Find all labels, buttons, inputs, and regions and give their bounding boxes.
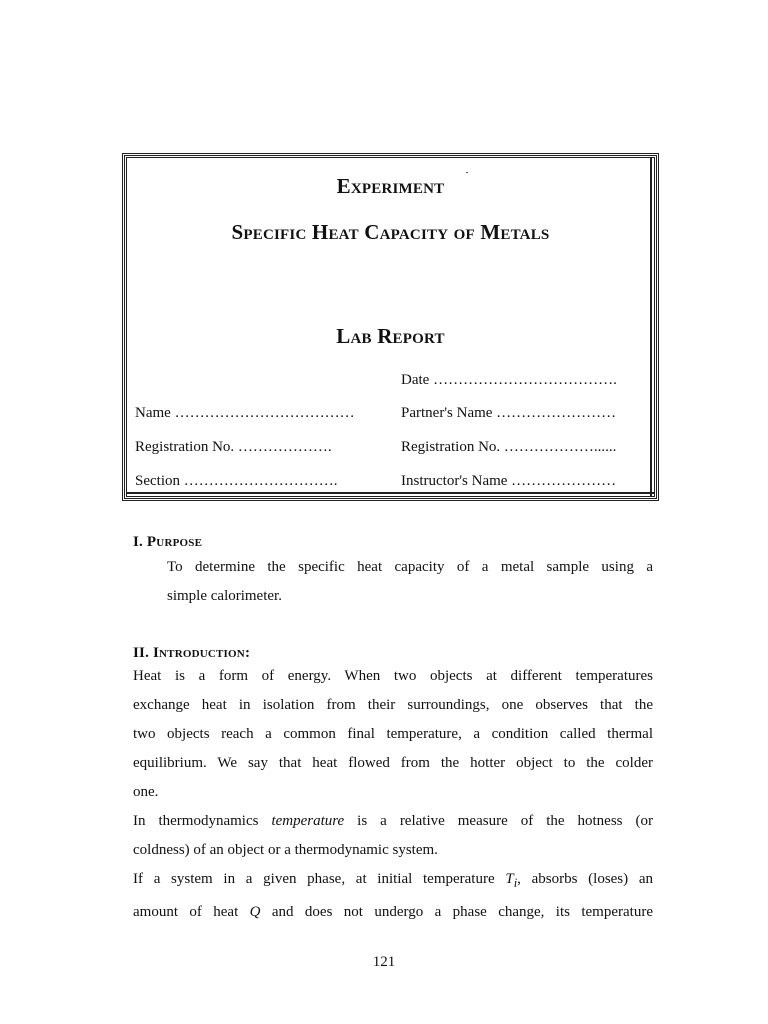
box-border-bottom	[127, 492, 654, 494]
purpose-paragraph	[167, 553, 653, 611]
paragraph-line: exchange heat in isolation from their surroundings, one observes that the	[133, 697, 653, 713]
stray-mark	[466, 172, 468, 173]
introduction-paragraph-3	[133, 865, 653, 927]
instructor-name-field: Instructor's Name …………………	[401, 473, 617, 489]
experiment-title: Experiment	[336, 174, 445, 198]
date-field: Date ……………………………….	[401, 372, 617, 388]
paragraph-line	[133, 807, 653, 836]
lab-report-label: Lab Report	[336, 324, 445, 348]
paragraph-line	[133, 865, 653, 898]
title-box	[124, 155, 657, 499]
text-run: , absorbs (loses) an	[517, 871, 654, 887]
paragraph-line: Heat is a form of energy. When two objects at different temperatures	[133, 668, 653, 684]
paragraph-line: equilibrium. We say that heat flowed from the hotter object to the colder	[133, 755, 653, 771]
introduction-paragraph-1	[133, 662, 653, 807]
emphasized-term: temperature	[271, 813, 345, 829]
paragraph-line: coldness) of an object or a thermodynamic system.	[133, 842, 438, 858]
paragraph-line	[133, 898, 653, 927]
text-run: In thermodynamics	[133, 813, 272, 829]
paragraph-line: simple calorimeter.	[167, 588, 282, 604]
name-field: Name ………………………………	[135, 405, 355, 421]
text-run: is a relative measure of the hotness (or	[344, 813, 653, 829]
page-number: 121	[372, 954, 396, 970]
partner-name-field: Partner's Name ……………………	[401, 405, 617, 421]
variable-symbol: T	[505, 871, 514, 887]
purpose-heading: I. Purpose	[133, 534, 203, 550]
paragraph-line: one.	[133, 784, 159, 800]
introduction-heading: II. Introduction:	[133, 645, 251, 661]
paragraph-line: two objects reach a common final temperature, a condition called thermal	[133, 726, 653, 742]
text-run: amount of heat	[133, 904, 250, 920]
text-run: If a system in a given phase, at initial temperature	[133, 871, 506, 887]
text-run: and does not undergo a phase change, its temperature	[260, 904, 653, 920]
registration-field-right: Registration No. ………………......	[401, 439, 617, 455]
registration-field-left: Registration No. ……………….	[135, 439, 332, 455]
section-field: Section ………………………….	[135, 473, 338, 489]
variable-subscript: i	[513, 876, 518, 890]
paragraph-line: To determine the specific heat capacity of a metal sample using a	[167, 559, 653, 575]
variable-symbol: Q	[249, 904, 261, 920]
introduction-paragraph-2	[133, 807, 653, 865]
experiment-subtitle: Specific Heat Capacity of Metals	[231, 220, 550, 244]
